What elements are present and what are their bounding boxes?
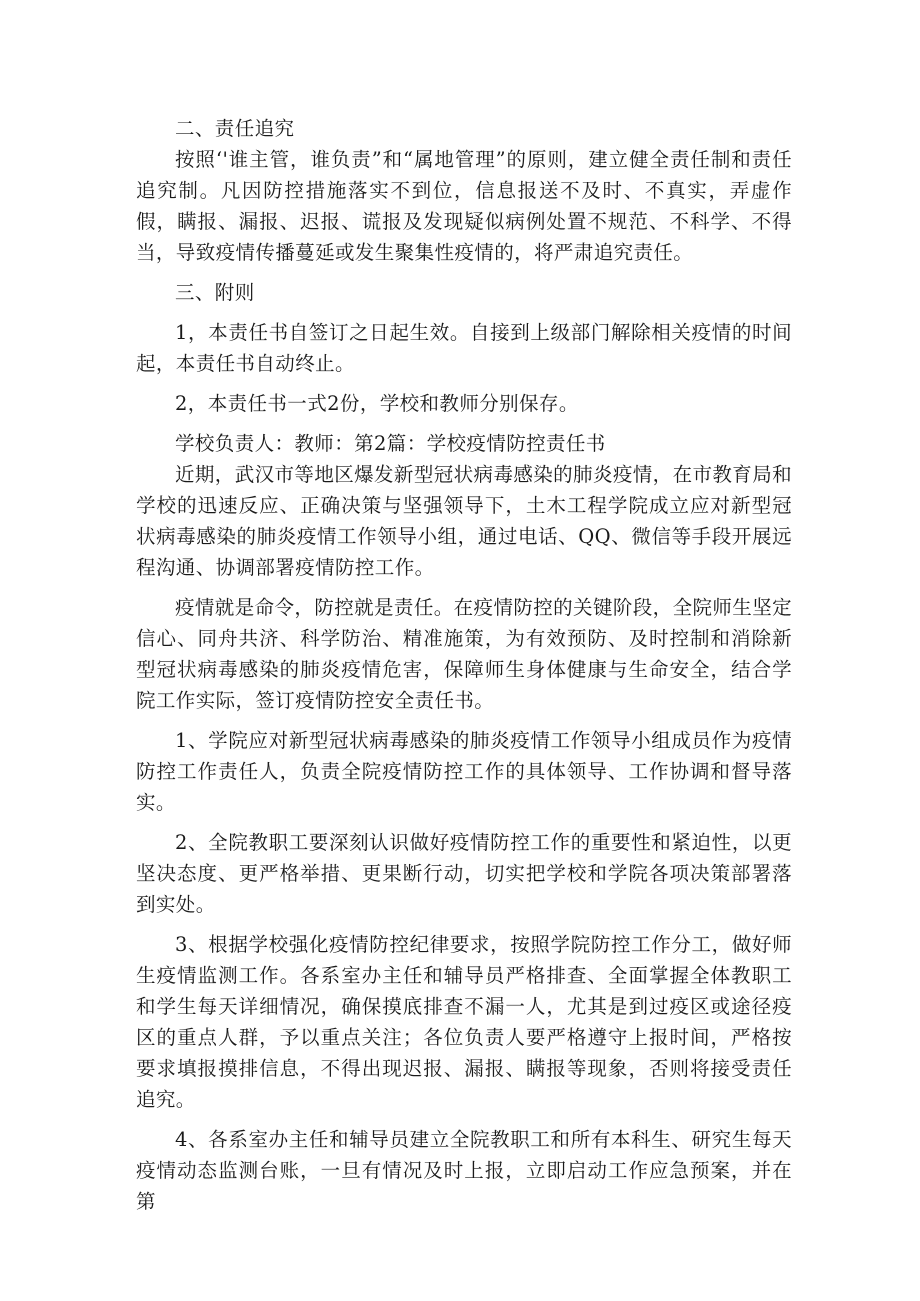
paragraph-background: 近期，武汉市等地区爆发新型冠状病毒感染的肺炎疫情，在市教育局和学校的迅速反应、正确决策与坚强领导下，土木工程学院成立应对新型冠状病毒感染的肺炎疫情工作领导小组，通过电话、QQ、微信等手段开展远程沟通、协调部署疫情防控工作。 — [136, 463, 792, 579]
paragraph-accountability: 按照‘'谁主管，谁负责”和“属地管理”的原则，建立健全责任制和责任追究制。凡因防控措施落实不到位，信息报送不及时、不真实，弄虚作假，瞒报、漏报、迟报、谎报及发现疑似病例处置不规范、不科学、不得当，导致疫情传播蔓延或发生聚集性疫情的，将严肃追究责任。 — [136, 148, 792, 264]
paragraph-item-3: 3、根据学校强化疫情防控纪律要求，按照学院防控工作分工，做好师生疫情监测工作。各系室办主任和辅导员严格排查、全面掌握全体教职工和学生每天详细情况，确保摸底排查不漏一人，尤其是到过疫区或途径疫区的重点人群，予以重点关注；各位负责人要严格遵守上报时间，严格按要求填报摸排信息，不得出现迟报、漏报、瞒报等现象，否则将接受责任追究。 — [136, 933, 792, 1111]
paragraph-item-4: 4、各系室办主任和辅导员建立全院教职工和所有本科生、研究生每天疫情动态监测台账，一旦有情况及时上报，立即启动工作应急预案，并在第 — [136, 1128, 792, 1213]
signature-line: 学校负责人：教师：第2篇：学校疫情防控责任书 — [175, 432, 606, 455]
paragraph-item-2: 2、全院教职工要深刻认识做好疫情防控工作的重要性和紧迫性，以更坚决态度、更严格举措、更果断行动，切实把学校和学院各项决策部署落到实处。 — [136, 831, 792, 916]
paragraph-item-1: 1、学院应对新型冠状病毒感染的肺炎疫情工作领导小组成员作为疫情防控工作责任人，负责全院疫情防控工作的具体领导、工作协调和督导落实。 — [136, 729, 792, 814]
section-heading-appendix: 三、附则 — [175, 281, 255, 304]
paragraph-effective-date: 1，本责任书自签订之日起生效。自接到上级部门解除相关疫情的时间起，本责任书自动终止。 — [136, 321, 792, 375]
section-heading-responsibility: 二、责任追究 — [175, 117, 295, 140]
paragraph-copies: 2，本责任书一式2份，学校和教师分别保存。 — [175, 392, 579, 415]
document-body — [136, 113, 792, 1217]
paragraph-purpose: 疫情就是命令，防控就是责任。在疫情防控的关键阶段，全院师生坚定信心、同舟共济、科学防治、精准施策，为有效预防、及时控制和消除新型冠状病毒感染的肺炎疫情危害，保障师生身体健康与生命安全，结合学院工作实际，签订疫情防控安全责任书。 — [136, 596, 792, 712]
